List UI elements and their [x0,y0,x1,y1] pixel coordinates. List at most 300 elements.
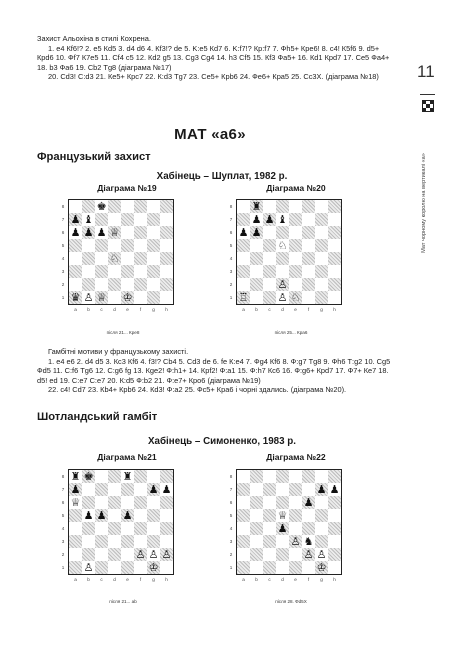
rank-labels [228,470,234,574]
rank-labels [60,200,66,304]
chess-piece: ♟ [277,522,288,535]
margin-rule [420,94,435,95]
board-square [160,509,173,522]
board-square [69,522,82,535]
board-square [237,291,250,304]
board-square [108,226,121,239]
board-square [250,522,263,535]
board-square [237,509,250,522]
board-square [108,483,121,496]
board-square [237,239,250,252]
rank-label: 4 [61,256,65,261]
board-square [237,265,250,278]
chess-piece: ♜ [70,470,81,483]
board-square [237,200,250,213]
board-square [302,470,315,483]
board-square [134,200,147,213]
board-square [121,535,134,548]
board-square [108,496,121,509]
chess-piece: ♙ [316,548,327,561]
board-square [328,239,341,252]
board-square [315,200,328,213]
chess-piece: ♜ [122,470,133,483]
board-square [263,200,276,213]
board-square [328,496,341,509]
board-square [108,200,121,213]
game-title-2: Хабінець – Симоненко, 1983 р. [148,436,296,447]
board-square [69,509,82,522]
diagram-22-caption: після 28. Фd5Х [275,599,307,604]
file-label: b [87,577,90,582]
board-square [82,239,95,252]
board-square [160,239,173,252]
intro-para-1: 1. e4 Кf6!? 2. e5 Кd5 3. d4 d6 4. Кf3!? de 5. K:e5 Кd7 6. K:f7!? Кр:f7 7. Фh5+ Кре6! 8. c4! К5f6 9. d5+ Крd6 10. Фf7 К7е5 11. Сf4 c5 12. Кd2 g5 13. Сg3 Сg4 14. h3 Сf5 15. Кf3 Фа5+ 16. Кd1 Крd7 17. Се5 Фа4+ 18. b3 Фа6 19. Сb2 Тg8 (діаграма №17) [37,43,390,72]
rank-label: 3 [61,539,65,544]
board-square [95,291,108,304]
board-square [160,561,173,574]
board-square [95,483,108,496]
board-square [315,509,328,522]
board-square [134,509,147,522]
chess-piece: ♕ [70,496,81,509]
board-square [289,483,302,496]
board-square [289,470,302,483]
board-square [263,535,276,548]
file-label: d [281,577,284,582]
gambit-para-3: 22. c4! Сd7 23. Кb4+ Крb6 24. Кd3! Ф:a2 25. Фс5+ Кра6 і чорні здались. (діаграма №20). [48,385,347,395]
board-square [121,483,134,496]
board-square [289,291,302,304]
board-square [263,561,276,574]
board-square [95,239,108,252]
board-square [302,200,315,213]
board-square [263,213,276,226]
chess-piece: ♙ [148,548,159,561]
board-square [108,509,121,522]
file-label: h [165,577,168,582]
board-square [328,252,341,265]
file-label: c [268,577,271,582]
board-square [250,509,263,522]
board-square [160,470,173,483]
board-square [276,470,289,483]
board-square [328,226,341,239]
board-square [134,483,147,496]
rank-label: 7 [61,217,65,222]
board-square [237,226,250,239]
board-square [276,291,289,304]
board-square [276,561,289,574]
file-label: b [87,307,90,312]
board-square [276,226,289,239]
file-label: g [152,577,155,582]
rank-label: 1 [61,295,65,300]
rank-label: 6 [61,500,65,505]
board-square [328,535,341,548]
board-square [134,252,147,265]
board-square [289,548,302,561]
rank-labels [60,470,66,574]
board-square [95,522,108,535]
rank-label: 3 [229,539,233,544]
file-label: f [307,577,310,582]
rank-label: 8 [229,204,233,209]
board-square [263,252,276,265]
game-title-1: Хабінець – Шуплат, 1982 р. [156,171,288,182]
rank-label: 7 [61,487,65,492]
board-square [276,483,289,496]
board-square [237,535,250,548]
rank-label: 3 [61,269,65,274]
chess-piece: ♟ [251,226,262,239]
board-square [82,535,95,548]
chess-piece: ♘ [109,252,120,265]
board-square [250,548,263,561]
chess-piece: ♕ [109,226,120,239]
file-label: b [255,577,258,582]
board-square [147,561,160,574]
board-square [147,278,160,291]
file-label: a [242,577,245,582]
chess-piece: ♖ [238,291,249,304]
board-square [328,483,341,496]
board-square [276,522,289,535]
board-square [82,483,95,496]
board-square [328,200,341,213]
file-label: h [333,307,336,312]
file-labels [69,307,173,312]
board-square [160,496,173,509]
board-square [302,496,315,509]
board-square [289,200,302,213]
diagram-20-label: Діаграма №20 [266,183,326,193]
board-square [69,265,82,278]
file-labels [237,577,341,582]
chess-piece: ♔ [148,561,159,574]
board-square [328,522,341,535]
board-square [134,291,147,304]
rank-label: 8 [229,474,233,479]
file-label: g [320,307,323,312]
file-label: h [165,307,168,312]
board-square [147,265,160,278]
board-square [134,535,147,548]
board-square [121,213,134,226]
chess-piece: ♟ [264,213,275,226]
board-square [328,548,341,561]
file-label: a [74,307,77,312]
chess-piece: ♚ [96,200,107,213]
rank-label: 4 [61,526,65,531]
board-square [69,548,82,561]
board-square [69,483,82,496]
rank-label: 1 [61,565,65,570]
board-square [276,265,289,278]
board-square [95,200,108,213]
board-square [263,522,276,535]
chess-piece: ♟ [70,226,81,239]
chess-piece: ♕ [277,509,288,522]
chess-piece: ♔ [122,291,133,304]
board-square [289,252,302,265]
board-square [263,483,276,496]
board-square [95,265,108,278]
board-square [147,291,160,304]
chess-piece: ♜ [251,200,262,213]
board-square [276,535,289,548]
board-square [302,483,315,496]
file-label: f [307,307,310,312]
board-square [276,278,289,291]
board-square [108,522,121,535]
board-square [82,496,95,509]
board-square [82,561,95,574]
board-square [121,496,134,509]
board-square [315,226,328,239]
board-square [95,213,108,226]
board-square [289,561,302,574]
chess-piece: ♙ [277,291,288,304]
board-square [147,200,160,213]
board-square [95,509,108,522]
board-square [315,239,328,252]
intro-text-block [37,34,397,82]
intro-para-2: 20. Сd3! С:d3 21. Ке5+ Крс7 22. К:d3 Тg7 23. Се5+ Крb6 24. Фе6+ Кра5 25. Сс3Х. (діаграма №18) [48,72,379,82]
chessboard [68,469,174,575]
board-square [82,200,95,213]
diagram-22-label: Діаграма №22 [266,452,326,462]
chess-piece: ♙ [135,548,146,561]
board-square [237,496,250,509]
board-square [95,470,108,483]
board-square [315,278,328,291]
board-square [315,291,328,304]
board-square [108,239,121,252]
chess-piece: ♟ [83,226,94,239]
board-square [302,252,315,265]
file-label: g [152,307,155,312]
board-square [160,483,173,496]
board-square [289,509,302,522]
rank-label: 8 [61,474,65,479]
chess-piece: ♙ [290,535,301,548]
board-square [147,522,160,535]
diagram-21-caption: після 21... ab [109,599,137,604]
file-label: e [294,307,297,312]
chess-piece: ♟ [96,226,107,239]
diagram-19-caption: після 21... Кре8 [106,330,140,335]
board-square [121,291,134,304]
board-square [147,252,160,265]
file-label: e [126,307,129,312]
board-square [82,509,95,522]
board-square [250,213,263,226]
board-square [82,265,95,278]
file-label: c [100,307,103,312]
board-square [263,470,276,483]
board-square [69,252,82,265]
file-label: d [113,577,116,582]
board-square [121,509,134,522]
board-square [82,470,95,483]
board-square [95,535,108,548]
board-square [108,548,121,561]
board-square [108,252,121,265]
board-square [134,213,147,226]
board-square [69,200,82,213]
file-label: c [100,577,103,582]
section-heading-scotch: Шотландський гамбіт [37,411,158,423]
file-label: h [333,577,336,582]
board-square [289,278,302,291]
chess-piece: ♞ [303,535,314,548]
rank-label: 5 [229,513,233,518]
chess-piece: ♟ [251,213,262,226]
board-square [276,509,289,522]
board-square [302,561,315,574]
chess-piece: ♟ [83,509,94,522]
board-square [160,291,173,304]
board-square [69,239,82,252]
board-square [302,213,315,226]
file-label: e [126,577,129,582]
board-square [82,522,95,535]
board-square [134,496,147,509]
board-square [263,496,276,509]
board-square [95,561,108,574]
rank-label: 3 [229,269,233,274]
diagram-20-caption: після 25... Кра6 [274,330,308,335]
board-square [237,548,250,561]
board-square [95,252,108,265]
board-square [315,483,328,496]
board-square [147,213,160,226]
chess-piece: ♟ [148,483,159,496]
board-square [121,239,134,252]
board-square [302,239,315,252]
board-square [147,535,160,548]
board-square [69,561,82,574]
board-square [82,278,95,291]
board-square [250,226,263,239]
board-square [134,239,147,252]
board-square [134,522,147,535]
board-square [328,291,341,304]
rank-label: 1 [229,295,233,300]
section-heading-french: Французький захист [37,151,151,163]
rank-label: 8 [61,204,65,209]
board-square [108,278,121,291]
board-square [250,535,263,548]
board-square [121,226,134,239]
board-square [82,291,95,304]
board-square [160,226,173,239]
board-square [95,278,108,291]
board-square [237,522,250,535]
board-square [69,535,82,548]
board-square [108,470,121,483]
board-square [263,548,276,561]
chess-piece: ♙ [303,548,314,561]
board-square [302,548,315,561]
board-square [108,213,121,226]
file-label: a [242,307,245,312]
rank-label: 1 [229,565,233,570]
board-square [95,496,108,509]
board-square [160,265,173,278]
file-label: f [139,307,142,312]
board-square [263,278,276,291]
file-label: f [139,577,142,582]
chess-piece: ♕ [96,291,107,304]
board-square [134,561,147,574]
rank-label: 5 [61,243,65,248]
file-label: c [268,307,271,312]
board-square [315,213,328,226]
board-square [69,226,82,239]
board-square [315,470,328,483]
board-square [276,213,289,226]
board-square [82,548,95,561]
board-square [289,265,302,278]
board-square [276,496,289,509]
board-square [108,561,121,574]
board-square [315,522,328,535]
board-square [121,265,134,278]
board-square [69,496,82,509]
board-square [289,522,302,535]
chessboard [236,469,342,575]
board-square [108,535,121,548]
gambit-para-1: Гамбітні мотиви у французькому захисті. [48,347,189,356]
board-square [250,265,263,278]
board-square [160,200,173,213]
board-square [95,226,108,239]
file-label: a [74,577,77,582]
board-square [315,561,328,574]
rank-label: 5 [61,513,65,518]
board-square [82,226,95,239]
board-square [250,470,263,483]
intro-heading: Захист Альохіна в стилі Кохрена. [37,34,151,43]
board-square [147,226,160,239]
board-square [121,278,134,291]
file-labels [69,577,173,582]
board-square [147,483,160,496]
board-square [289,496,302,509]
board-square [237,252,250,265]
board-square [121,200,134,213]
board-square [315,252,328,265]
rank-label: 4 [229,256,233,261]
board-square [95,548,108,561]
chess-piece: ♚ [83,470,94,483]
board-square [276,200,289,213]
board-square [263,509,276,522]
chess-piece: ♛ [70,291,81,304]
rank-label: 7 [229,217,233,222]
rank-label: 2 [61,552,65,557]
board-square [160,213,173,226]
page-number: 11 [417,62,435,81]
running-header-vertical: Мат чорному королю на вертикалі «а» [421,153,427,253]
chess-piece: ♙ [161,548,172,561]
chess-piece: ♟ [122,509,133,522]
chess-piece: ♝ [83,213,94,226]
board-square [82,213,95,226]
board-square [302,226,315,239]
board-square [134,265,147,278]
